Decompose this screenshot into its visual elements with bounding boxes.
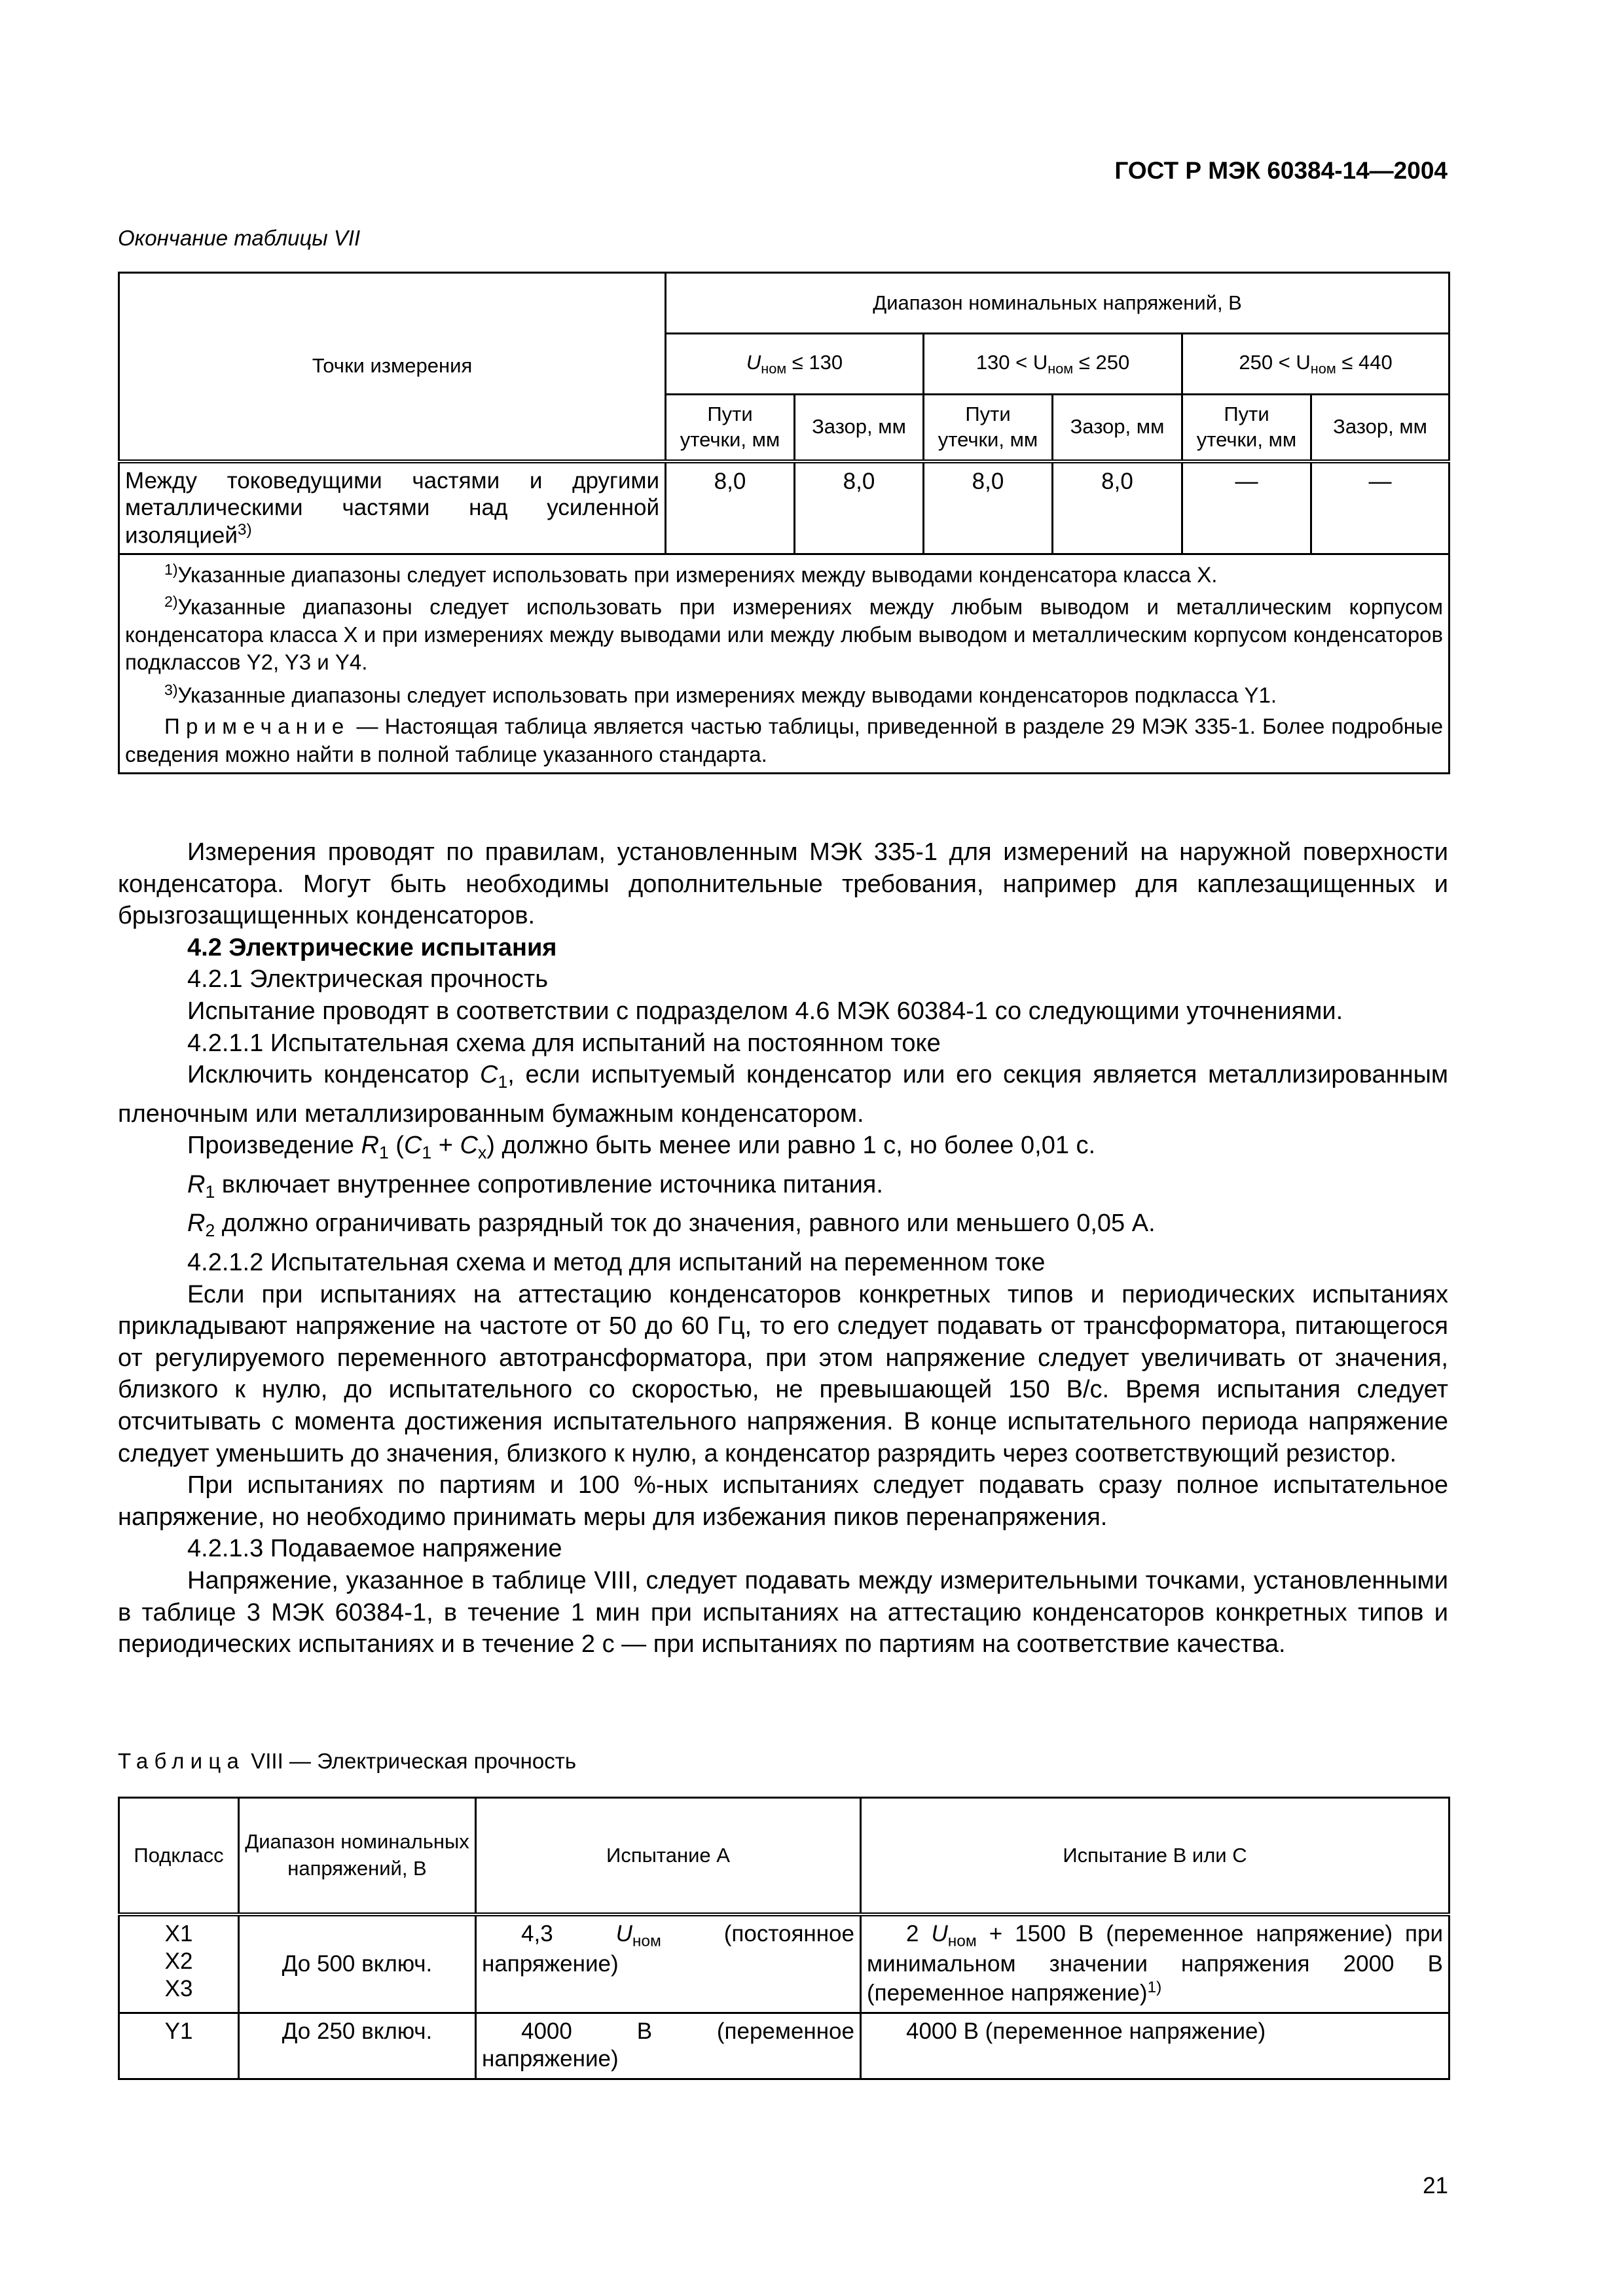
cell-subclass: Y1 [119,2013,239,2079]
paragraph: Напряжение, указанное в таблице VIII, следует подавать между измерительными точками, установленными в таблице 3 МЭК 60384-1, в течение 1 мин при испытаниях на аттестацию конденсаторов конкретных типов и периодических испытаниях и в течение 2 с — при испытаниях по партиям на соответствие качества. [118,1566,1448,1659]
header-test-b-c: Испытание В или С [861,1798,1450,1914]
header-clearance: Зазор, мм [1311,395,1450,461]
table7-note: Примечание — Настоящая таблица является частью таблицы, приведенной в разделе 29 МЭК 335-1. Более подробные сведения можно найти в полной таблице указанного стандарта. [125,714,1444,766]
row-label: Между токоведущими частями и другими металлическими частями над усиленной изоляцией$^{3)}$ [119,461,666,554]
header-subclass: Подкласс [119,1798,239,1914]
header-test-a: Испытание А [476,1798,861,1914]
paragraph: Измерения проводят по правилам, установленным МЭК 335-1 для измерений на наружной поверхности конденсатора. Могут быть необходимы дополнительные требования, например для каплезащищенных и брызгозащищенных конденсаторов. [118,838,1448,930]
paragraph: $R_1$ включает внутреннее сопротивление источника питания. [187,1170,883,1202]
paragraph: Исключить конденсатор $C_1$, если испытуемый конденсатор или его секция является металлизированным пленочным или металлизированным бумажным конденсатором. [118,1061,1449,1128]
header-measure-points: Точки измерения [119,273,666,461]
table8-caption: Таблица VIII — Электрическая прочность [118,1749,577,1773]
cell-subclass: X1 X2 X3 [119,1914,239,2013]
subsection-heading: 4.2.1.1 Испытательная схема для испытаний на постоянном токе [187,1029,941,1057]
page-number: 21 [1423,2173,1448,2198]
header-range-2: $130 < U_{ном} \le 250$ [924,334,1182,395]
table-row [119,1914,1450,2013]
cell-voltage-range: До 250 включ. [239,2013,476,2079]
header-voltage-range: Диапазон номинальных напряжений, В [666,273,1450,334]
header-clearance: Зазор, мм [795,395,924,461]
table-row [119,461,1450,554]
subsection-heading: 4.2.1 Электрическая прочность [187,965,549,994]
cell-value: — [1311,461,1450,554]
cell-value: 8,0 [1053,461,1182,554]
cell-test-b-c: 4000 В (переменное напряжение) [861,2013,1450,2079]
cell-voltage-range: До 500 включ. [239,1914,476,2013]
section-heading: 4.2 Электрические испытания [187,933,557,961]
header-range-1: $U_{ном} \le 130$ [666,334,924,395]
paragraph: При испытаниях по партиям и 100 %-ных испытаниях следует подавать сразу полное испытательное напряжение, но необходимо принимать меры для избежания пиков перенапряжения. [118,1471,1448,1531]
table7-footnotes [119,554,1450,773]
footnote: $^{2)}$Указанные диапазоны следует использовать при измерениях между любым выводом и металлическим корпусом конденсатора класса X и при измерениях между выводами или между любым выводом и металлическим корпусом конденсаторов подклассов Y2, Y3 и Y4. [125,593,1444,675]
header-range-3: $250 < U_{ном} \le 440$ [1182,334,1450,395]
table7-caption: Окончание таблицы VII [118,226,361,250]
body-text [118,836,1448,1660]
header-voltage-range: Диапазон номинальных напряжений, В [239,1798,476,1914]
table-row [119,2013,1450,2079]
subsection-heading: 4.2.1.2 Испытательная схема и метод для испытаний на переменном токе [187,1249,1046,1276]
header-creepage: Пути утечки, мм [924,395,1053,461]
cell-value: — [1182,461,1311,554]
cell-value: 8,0 [795,461,924,554]
cell-test-b-c: 2 $U_{ном} + 1500$ В (переменное напряжение) при минимальном значении напряжения 2000 В (переменное напряжение)$^{1)}$ [861,1914,1450,2013]
document-code-header: ГОСТ Р МЭК 60384-14—2004 [1114,157,1448,184]
cell-test-a: 4,3 $U_{ном}$ (постоянное напряжение) [476,1914,861,2013]
footnote: $^{3)}$Указанные диапазоны следует использовать при измерениях между выводами конденсаторов подкласса Y1. [164,681,1277,708]
header-creepage: Пути утечки, мм [1182,395,1311,461]
table-viii [118,1797,1450,2080]
paragraph: Произведение $R_1$ $(C_1 + C_x)$ должно быть менее или равно 1 с, но более 0,01 с. [187,1132,1096,1163]
paragraph: $R_2$ должно ограничивать разрядный ток до значения, равного или меньшего 0,05 А. [187,1210,1156,1241]
table-vii [118,272,1450,774]
header-creepage: Пути утечки, мм [666,395,795,461]
cell-value: 8,0 [666,461,795,554]
paragraph: Испытание проводят в соответствии с подразделом 4.6 МЭК 60384-1 со следующими уточнениями. [187,997,1343,1025]
cell-value: 8,0 [924,461,1053,554]
subsection-heading: 4.2.1.3 Подаваемое напряжение [187,1535,562,1563]
header-clearance: Зазор, мм [1053,395,1182,461]
footnote: $^{1)}$Указанные диапазоны следует использовать при измерениях между выводами конденсатора класса X. [164,560,1218,587]
paragraph: Если при испытаниях на аттестацию конденсаторов конкретных типов и периодических испытаниях прикладывают напряжение на частоте от 50 до 60 Гц, то его следует подавать от трансформатора, питающегося от регулируемого переменного автотрансформатора, при этом напряжение следует увеличивать от значения, близкого к нулю, до испытательного со скоростью, не превышающей 150 В/с. Время испытания следует отсчитывать с момента достижения испытательного напряжения. В конце испытательного периода напряжение следует уменьшить до значения, близкого к нулю, а конденсатор разрядить через соответствующий резистор. [118,1280,1448,1467]
cell-test-a: 4000 В (переменное напряжение) [476,2013,861,2079]
